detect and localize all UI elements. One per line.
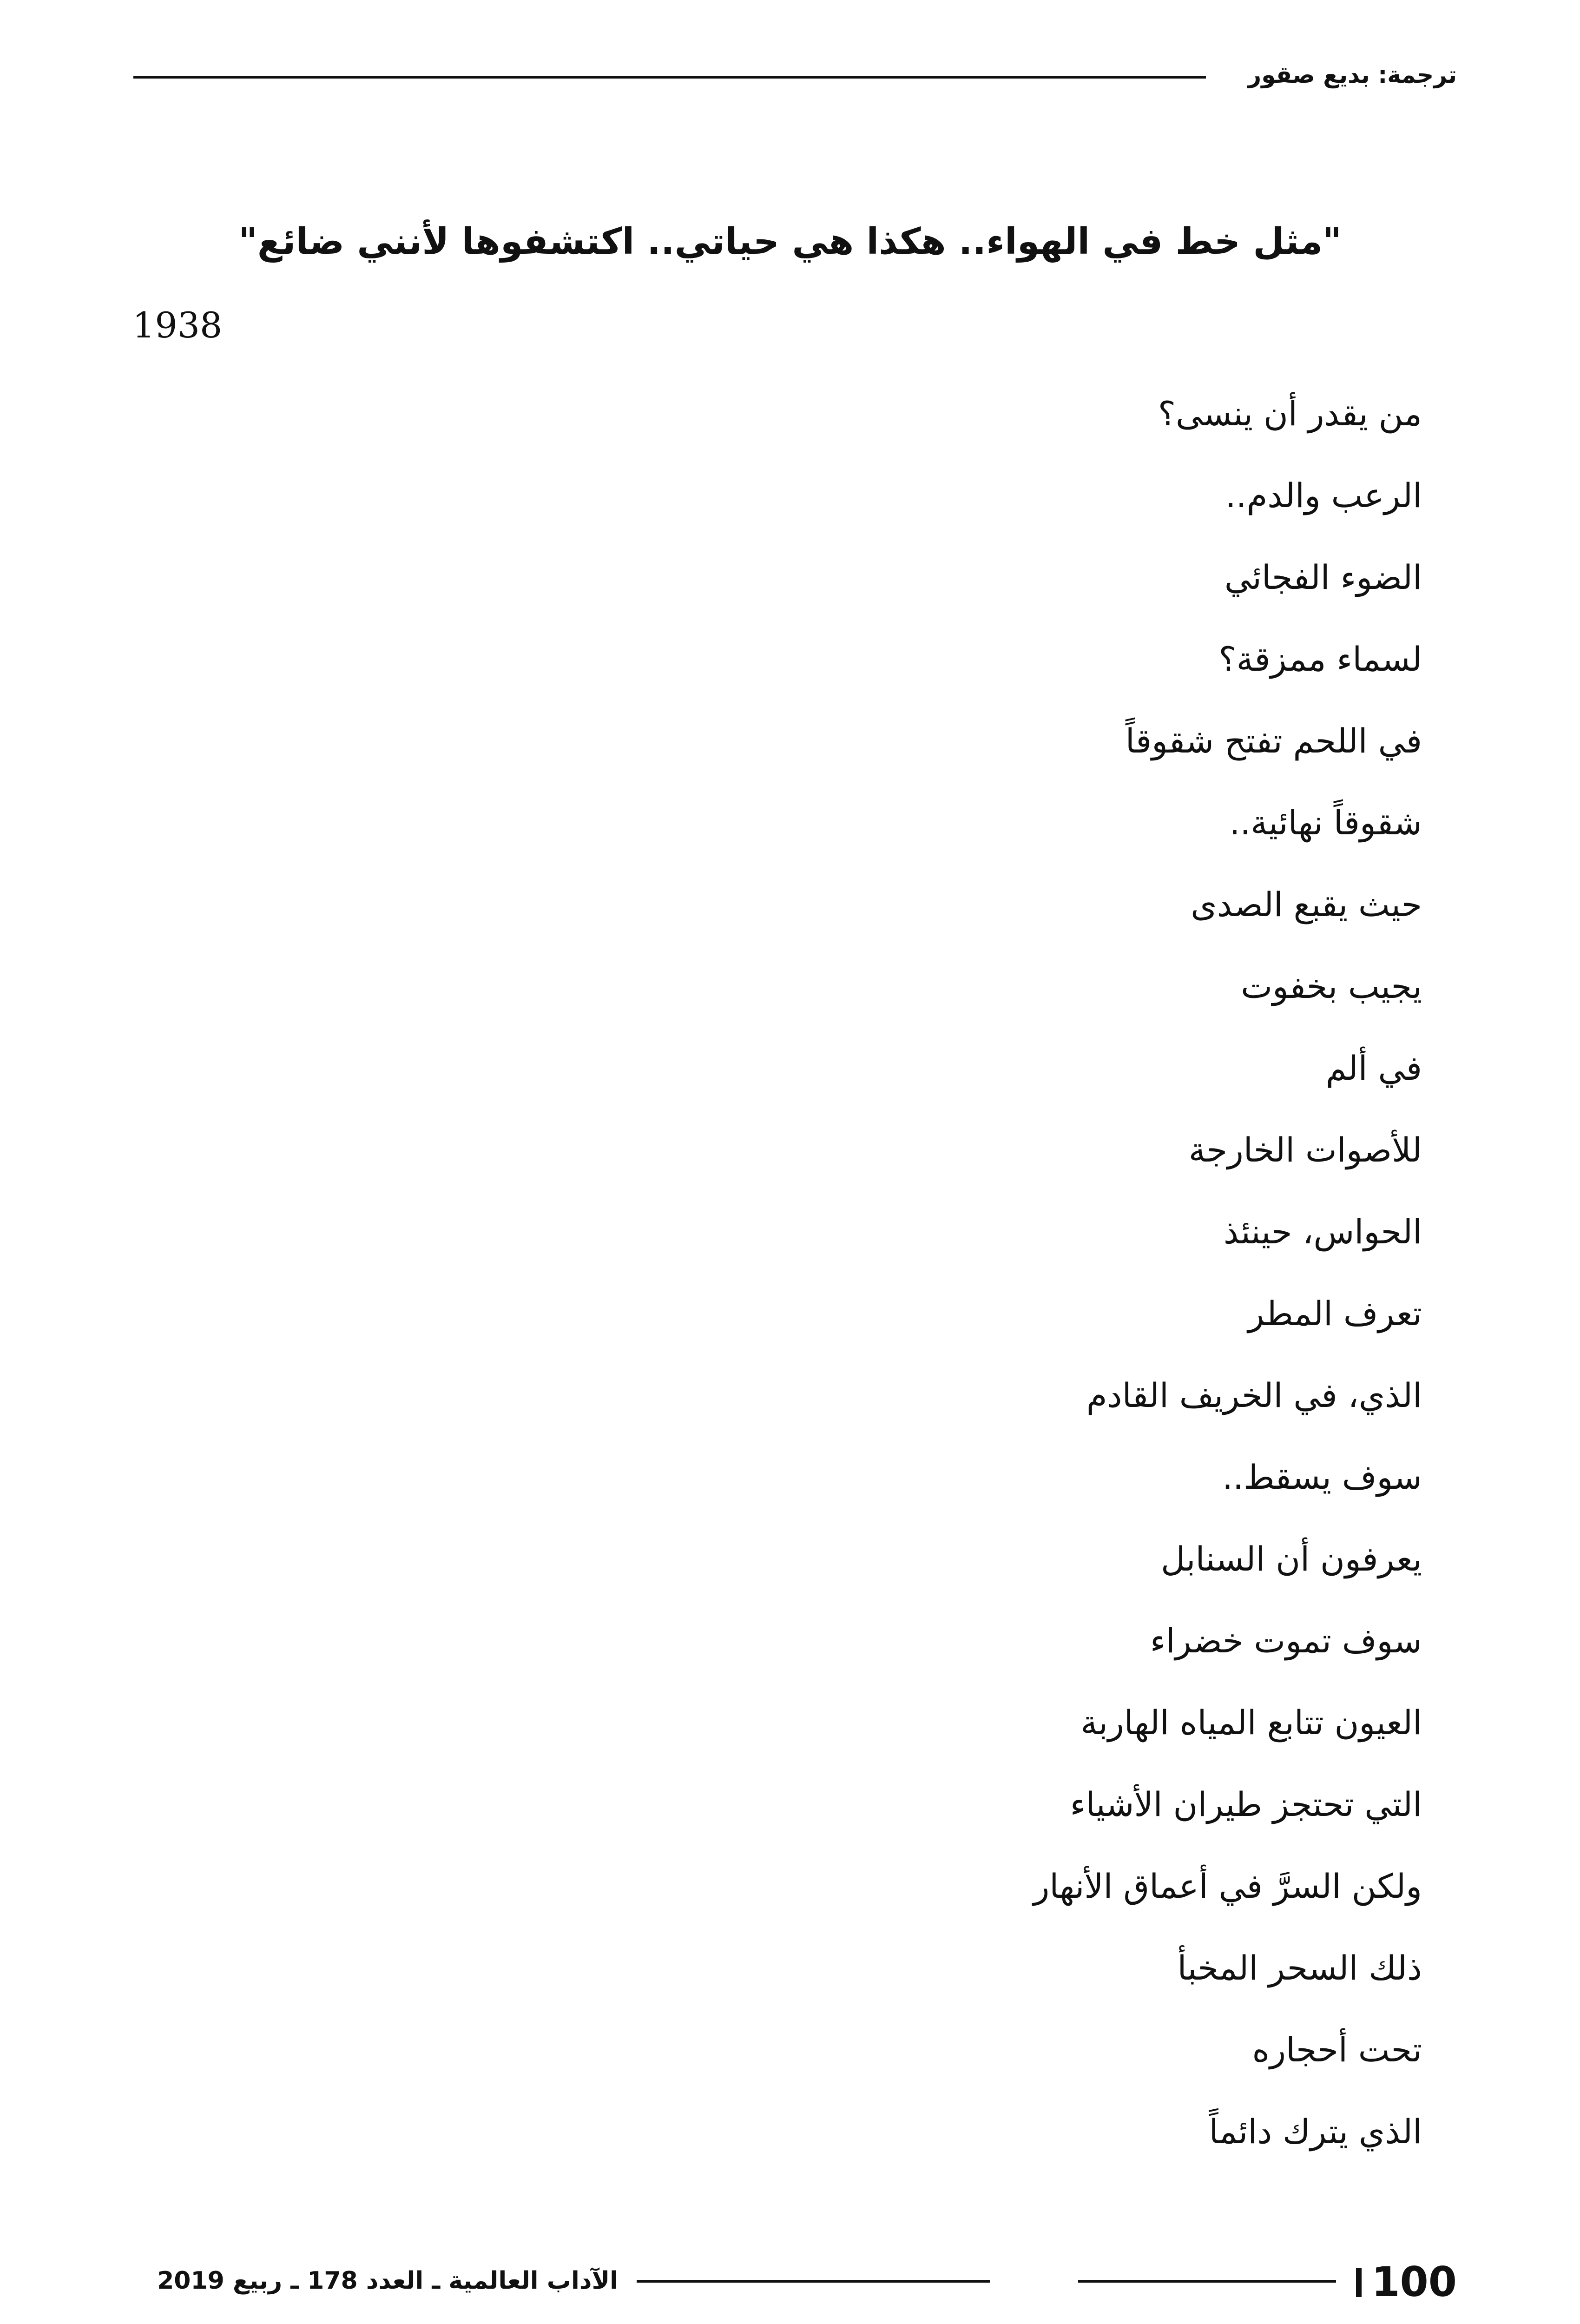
poem-title: "مثل خط في الهواء.. هكذا هي حياتي.. اكتشفوها لأنني ضائع" [238, 221, 1342, 263]
poem-line: ذلك السحر المخبأ [1177, 1948, 1422, 1987]
poem-line: الضوء الفجائي [1224, 558, 1422, 597]
poem-line: الذي، في الخريف القادم [1086, 1376, 1422, 1415]
poem-line: العيون تتابع المياه الهاربة [1080, 1703, 1422, 1742]
footer-separator [1356, 2268, 1362, 2297]
poem-line: للأصوات الخارجة [1188, 1130, 1422, 1169]
poem-line: سوف يسقط.. [1222, 1458, 1422, 1497]
poem-line: من يقدر أن ينسى؟ [1158, 394, 1422, 433]
page-header [133, 56, 1457, 93]
poem-line: الحواس، حينئذ [1223, 1212, 1422, 1251]
page-footer [125, 2254, 1457, 2310]
poem-year: 1938 [132, 304, 223, 346]
poem-line: الرعب والدم.. [1225, 476, 1422, 515]
poem-line: سوف تموت خضراء [1150, 1621, 1422, 1660]
poem-line: في ألم [1325, 1049, 1422, 1088]
footer-rule [1078, 2280, 1336, 2283]
journal-issue: الآداب العالمية ـ العدد 178 ـ ربيع 2019 [157, 2267, 618, 2295]
poem-line: في اللحم تفتح شقوقاً [1125, 721, 1422, 760]
poem-line: حيث يقبع الصدى [1191, 885, 1422, 924]
poem-line: الذي يترك دائماً [1209, 2112, 1422, 2151]
poem-line: يجيب بخفوت [1241, 967, 1422, 1006]
poem-line: تعرف المطر [1248, 1294, 1422, 1333]
header-rule [133, 76, 1206, 79]
poem-line: ولكن السرَّ في أعماق الأنهار [1033, 1867, 1422, 1906]
poem-line: لسماء ممزقة؟ [1218, 640, 1422, 679]
page-number: 100 [1371, 2258, 1457, 2306]
poem-line: شقوقاً نهائية.. [1229, 803, 1422, 842]
footer-rule [637, 2280, 990, 2283]
poem-line: يعرفون أن السنابل [1160, 1539, 1422, 1578]
poem-line: التي تحتجز طيران الأشياء [1070, 1785, 1422, 1824]
poem-body [678, 388, 1422, 2188]
translator-credit: ترجمة: بديع صقور [1248, 61, 1457, 88]
poem-line: تحت أحجاره [1252, 2030, 1422, 2069]
